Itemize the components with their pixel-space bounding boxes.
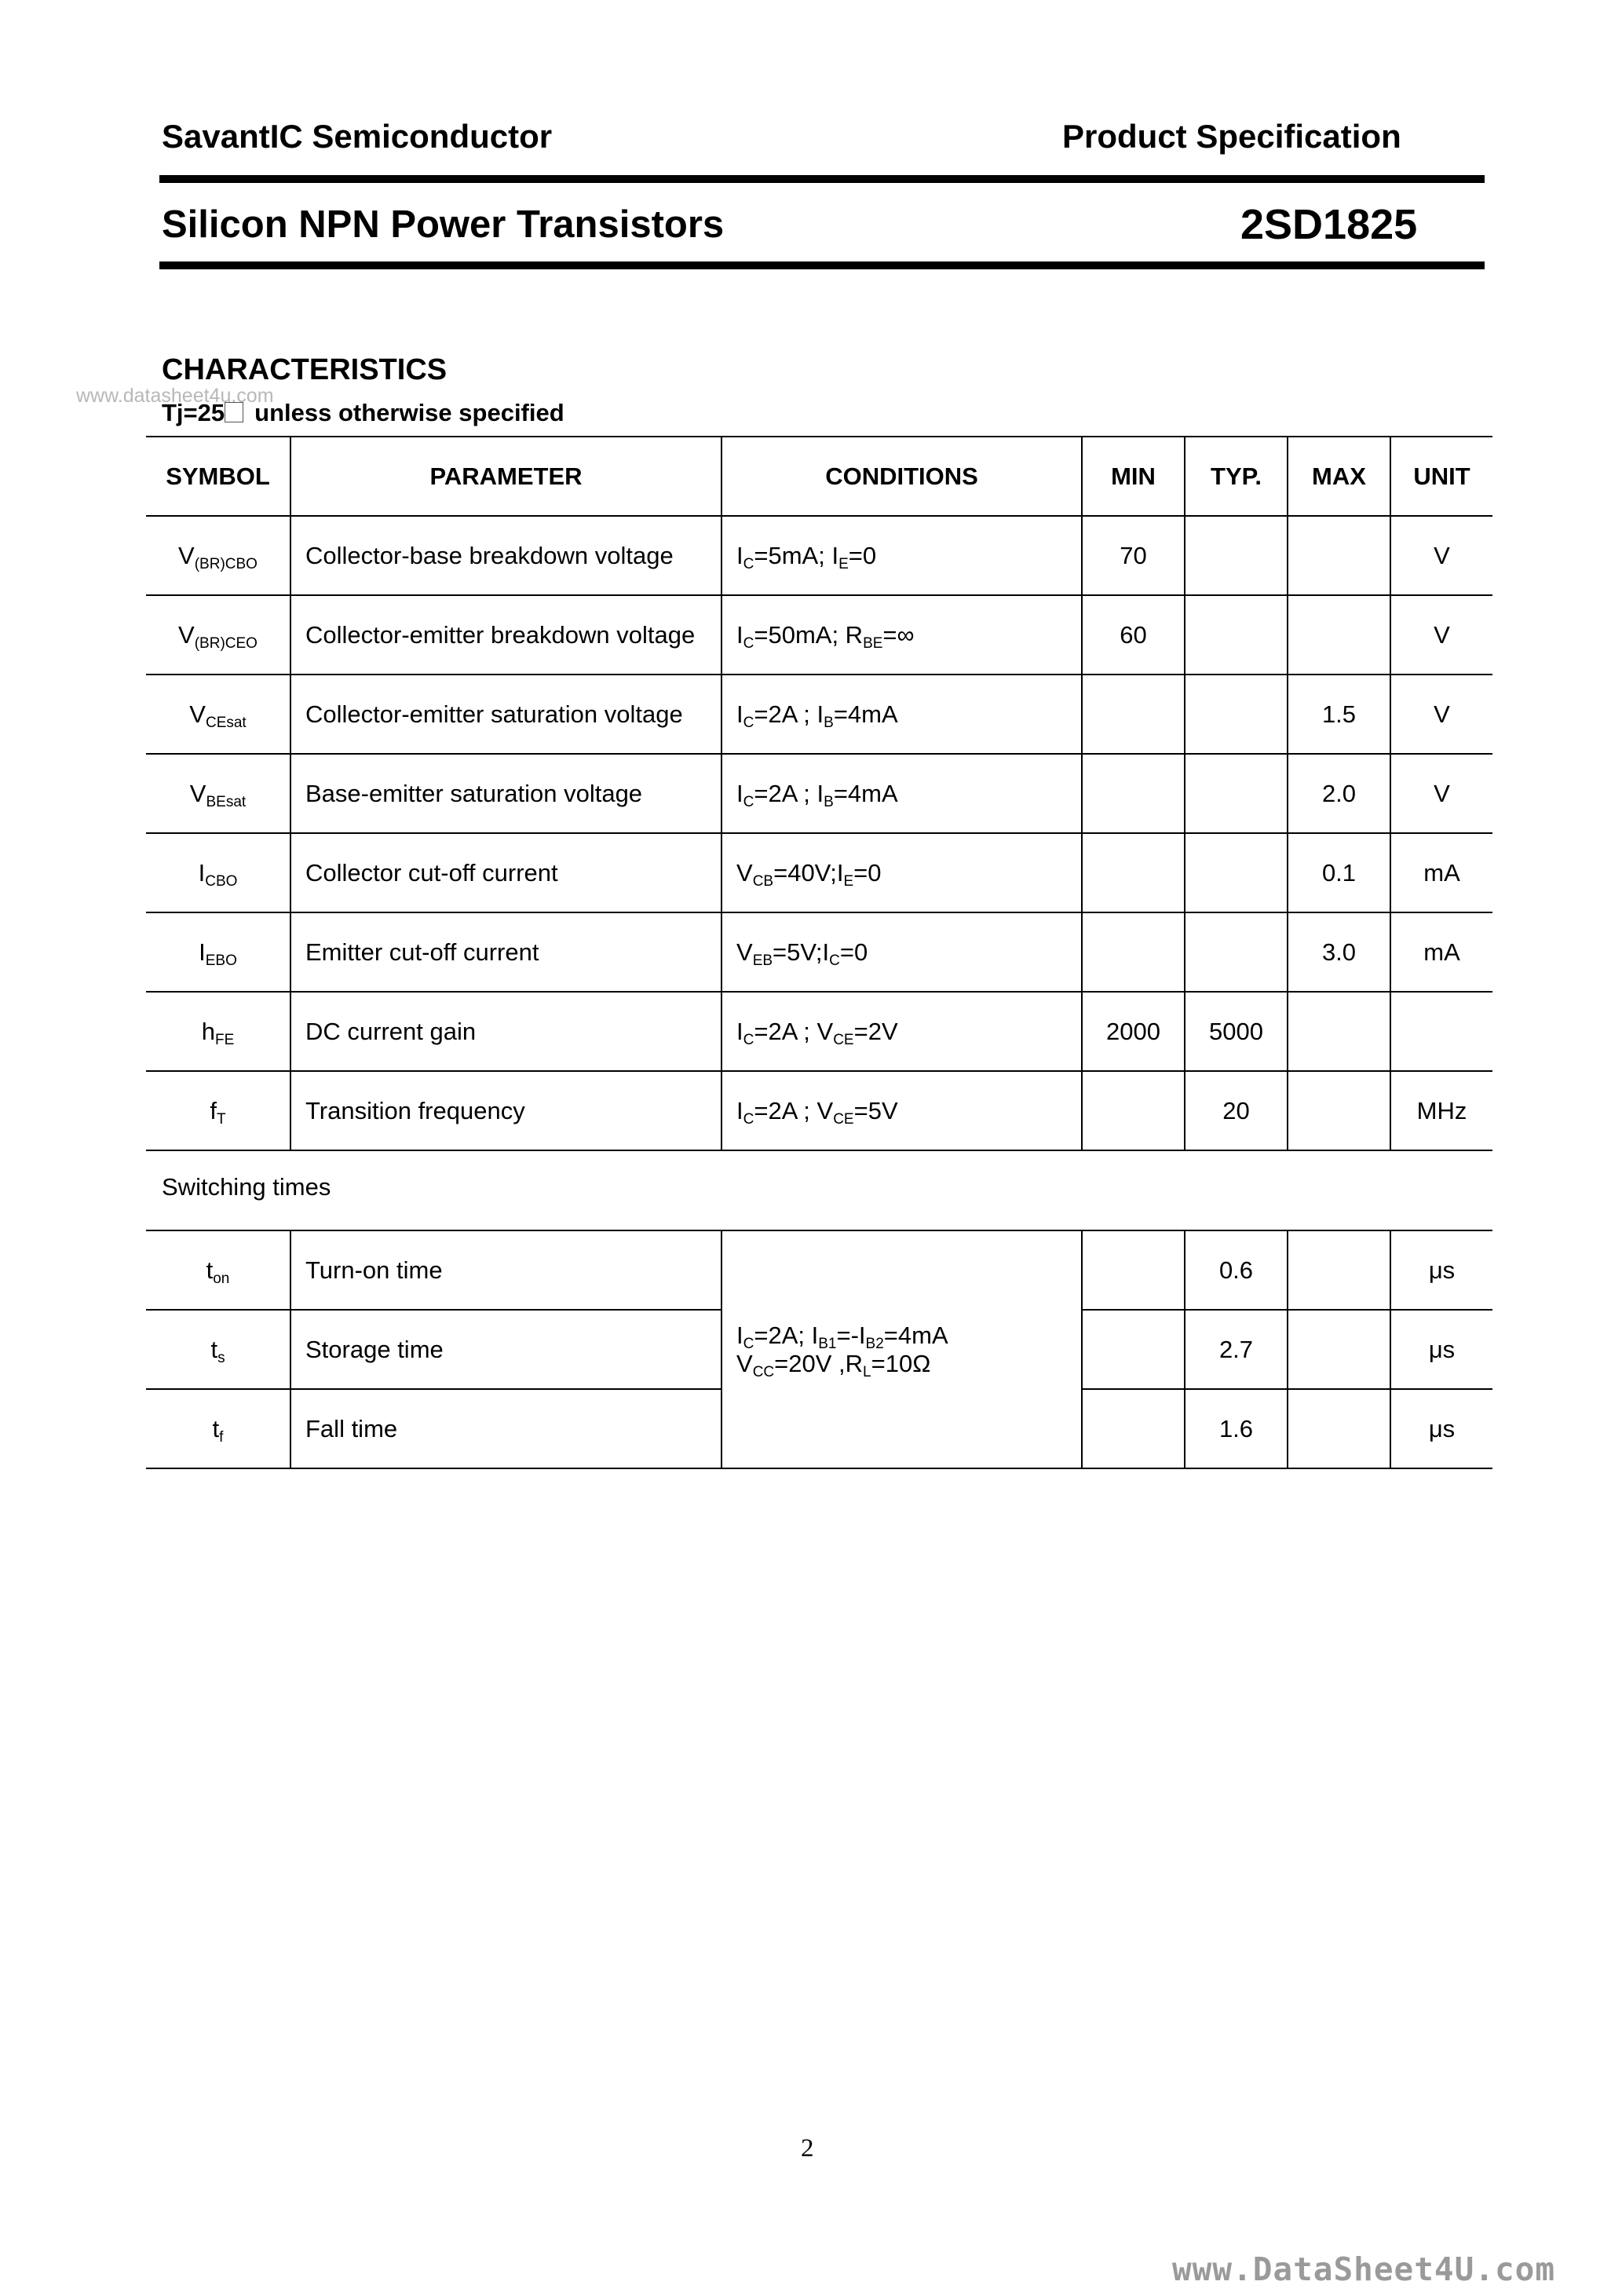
condition-value: =2A; (754, 1321, 812, 1349)
condition-value: =0 (839, 938, 868, 966)
condition-subscript: C (743, 1335, 754, 1352)
watermark-top: www.datasheet4u.com (76, 385, 274, 407)
condition-letter: I (736, 1017, 743, 1045)
conditions-cell (721, 595, 1082, 675)
table-row (146, 595, 1492, 675)
max-cell (1288, 1071, 1390, 1150)
condition-value: =2A ; (754, 1017, 817, 1045)
symbol-letter: h (201, 1017, 215, 1045)
parameter-cell: Turn-on time (290, 1230, 721, 1310)
symbol-subscript: f (219, 1428, 224, 1446)
condition-value: =2A ; (754, 779, 817, 807)
max-cell: 1.5 (1288, 675, 1390, 754)
symbol-cell (146, 516, 290, 595)
condition-subscript: C (743, 634, 754, 652)
condition-letter: V (816, 1096, 834, 1124)
min-cell (1082, 1230, 1185, 1310)
symbol-subscript: CBO (205, 872, 238, 890)
condition-value: =0 (848, 541, 877, 569)
condition-subscript: BE (863, 634, 883, 652)
condition-prefix: Tj=25 (162, 399, 225, 426)
max-cell (1288, 1230, 1390, 1310)
parameter-cell: Storage time (290, 1310, 721, 1389)
missing-glyph-icon (225, 402, 243, 422)
symbol-subscript: T (217, 1110, 226, 1128)
symbol-cell (146, 675, 290, 754)
condition-subscript: B1 (818, 1335, 837, 1352)
condition-value: =5V (853, 1096, 898, 1124)
condition-letter: I (736, 1321, 743, 1349)
symbol-subscript: CEsat (205, 714, 247, 731)
symbol-cell (146, 595, 290, 675)
symbol-letter: V (178, 620, 195, 649)
conditions-line-1 (736, 1322, 1081, 1350)
table-row (146, 675, 1492, 754)
condition-subscript: C (743, 1031, 754, 1048)
max-cell (1288, 992, 1390, 1071)
condition-value: =∞ (882, 620, 915, 649)
unit-cell: μs (1390, 1389, 1492, 1468)
condition-subscript: CE (833, 1110, 854, 1128)
table-row (146, 754, 1492, 833)
table-row (146, 1071, 1492, 1150)
condition-subscript: C (743, 1110, 754, 1128)
characteristics-table (146, 436, 1492, 1151)
typ-cell (1185, 754, 1288, 833)
symbol-letter: V (189, 700, 206, 728)
parameter-cell: Collector cut-off current (290, 833, 721, 912)
symbol-subscript: BEsat (206, 793, 247, 810)
section-title: CHARACTERISTICS (162, 353, 448, 386)
parameter-cell: Transition frequency (290, 1071, 721, 1150)
symbol-letter: I (198, 858, 206, 887)
column-header: TYP. (1185, 437, 1288, 516)
symbol-cell (146, 833, 290, 912)
typ-cell: 5000 (1185, 992, 1288, 1071)
condition-letter: V (736, 938, 753, 966)
max-cell: 3.0 (1288, 912, 1390, 992)
condition-value: =2A ; (754, 700, 817, 728)
symbol-letter: t (210, 1335, 218, 1363)
typ-cell (1185, 595, 1288, 675)
typ-cell: 1.6 (1185, 1389, 1288, 1468)
parameter-cell: Collector-emitter breakdown voltage (290, 595, 721, 675)
condition-letter: V (736, 858, 753, 887)
min-cell (1082, 675, 1185, 754)
symbol-letter: t (212, 1414, 220, 1442)
symbol-cell (146, 912, 290, 992)
typ-cell (1185, 833, 1288, 912)
conditions-cell (721, 912, 1082, 992)
min-cell (1082, 912, 1185, 992)
condition-letter: I (736, 700, 743, 728)
symbol-letter: f (210, 1096, 217, 1124)
symbol-cell (146, 1310, 290, 1389)
condition-subscript: B2 (865, 1335, 884, 1352)
symbol-cell (146, 992, 290, 1071)
page-number: 2 (801, 2134, 814, 2163)
typ-cell (1185, 912, 1288, 992)
condition-subscript: E (838, 555, 849, 572)
max-cell: 2.0 (1288, 754, 1390, 833)
typ-cell: 20 (1185, 1071, 1288, 1150)
unit-cell: V (1390, 675, 1492, 754)
condition-subscript: E (843, 872, 854, 890)
condition-letter: V (816, 1017, 834, 1045)
unit-cell: V (1390, 595, 1492, 675)
parameter-cell: Collector-emitter saturation voltage (290, 675, 721, 754)
min-cell: 70 (1082, 516, 1185, 595)
part-number: 2SD1825 (1240, 201, 1418, 248)
condition-subscript: EB (752, 952, 773, 969)
column-header: MIN (1082, 437, 1185, 516)
condition-letter: I (858, 1321, 866, 1349)
symbol-subscript: s (217, 1349, 225, 1366)
condition-subscript: CB (752, 872, 774, 890)
max-cell (1288, 1389, 1390, 1468)
table-row (146, 912, 1492, 992)
max-cell: 0.1 (1288, 833, 1390, 912)
symbol-cell (146, 754, 290, 833)
watermark-bottom: www.DataSheet4U.com (1172, 2250, 1555, 2288)
condition-value: =- (836, 1321, 859, 1349)
condition-subscript: L (863, 1363, 871, 1380)
condition-value: =40V; (773, 858, 837, 887)
document-title: Silicon NPN Power Transistors (162, 203, 725, 246)
column-header: SYMBOL (146, 437, 290, 516)
column-header: CONDITIONS (721, 437, 1082, 516)
condition-letter: I (736, 779, 743, 807)
condition-letter: I (831, 541, 839, 569)
condition-letter: I (811, 1321, 819, 1349)
switching-times-table (146, 1230, 1492, 1469)
conditions-cell (721, 833, 1082, 912)
condition-letter: I (736, 620, 743, 649)
symbol-subscript: FE (214, 1031, 235, 1048)
typ-cell (1185, 675, 1288, 754)
column-header: MAX (1288, 437, 1390, 516)
conditions-line-2 (736, 1350, 1081, 1378)
table-row (146, 516, 1492, 595)
switching-times-label: Switching times (162, 1173, 331, 1201)
condition-letter: I (816, 779, 824, 807)
condition-letter: R (845, 620, 864, 649)
unit-cell: mA (1390, 912, 1492, 992)
unit-cell: μs (1390, 1230, 1492, 1310)
unit-cell (1390, 992, 1492, 1071)
symbol-subscript: EBO (205, 952, 237, 969)
typ-cell (1185, 516, 1288, 595)
condition-subscript: B (824, 793, 834, 810)
condition-letter: I (836, 858, 844, 887)
unit-cell: V (1390, 754, 1492, 833)
symbol-cell (146, 1230, 290, 1310)
header-rule-top (159, 175, 1485, 183)
min-cell: 60 (1082, 595, 1185, 675)
symbol-letter: V (178, 541, 195, 569)
max-cell (1288, 595, 1390, 675)
min-cell (1082, 1310, 1185, 1389)
parameter-cell: Fall time (290, 1389, 721, 1468)
condition-value: =10Ω (871, 1349, 931, 1377)
min-cell (1082, 754, 1185, 833)
condition-subscript: C (743, 793, 754, 810)
header-rule-bottom (159, 261, 1485, 269)
symbol-cell (146, 1071, 290, 1150)
conditions-cell (721, 675, 1082, 754)
symbol-letter: t (206, 1256, 214, 1284)
condition-letter: I (816, 700, 824, 728)
symbol-subscript: on (213, 1270, 230, 1287)
max-cell (1288, 516, 1390, 595)
conditions-cell (721, 516, 1082, 595)
parameter-cell: Collector-base breakdown voltage (290, 516, 721, 595)
condition-letter: I (822, 938, 830, 966)
unit-cell: V (1390, 516, 1492, 595)
min-cell (1082, 1071, 1185, 1150)
section-condition (162, 399, 564, 427)
condition-value: =2V (853, 1017, 898, 1045)
condition-value: =4mA (883, 1321, 948, 1349)
condition-value: =2A ; (754, 1096, 817, 1124)
condition-value: =5mA; (754, 541, 832, 569)
parameter-cell: Base-emitter saturation voltage (290, 754, 721, 833)
min-cell (1082, 833, 1185, 912)
condition-value: =50mA; (754, 620, 846, 649)
min-cell: 2000 (1082, 992, 1185, 1071)
condition-value: =20V , (774, 1349, 846, 1377)
table-row (146, 992, 1492, 1071)
condition-suffix: unless otherwise specified (254, 399, 564, 426)
table-row (146, 1230, 1492, 1310)
symbol-letter: I (199, 938, 206, 966)
document-type: Product Specification (1062, 118, 1401, 155)
unit-cell: MHz (1390, 1071, 1492, 1150)
condition-subscript: C (743, 714, 754, 731)
parameter-cell: Emitter cut-off current (290, 912, 721, 992)
table-row (146, 833, 1492, 912)
shared-conditions-cell (721, 1230, 1082, 1468)
conditions-cell (721, 992, 1082, 1071)
unit-cell: μs (1390, 1310, 1492, 1389)
typ-cell: 0.6 (1185, 1230, 1288, 1310)
condition-subscript: C (743, 555, 754, 572)
condition-value: =4mA (833, 700, 898, 728)
table-header-row (146, 437, 1492, 516)
condition-subscript: CE (833, 1031, 854, 1048)
conditions-cell (721, 1071, 1082, 1150)
company-name: SavantIC Semiconductor (162, 118, 553, 155)
condition-letter: V (736, 1349, 753, 1377)
min-cell (1082, 1389, 1185, 1468)
unit-cell: mA (1390, 833, 1492, 912)
max-cell (1288, 1310, 1390, 1389)
condition-letter: I (736, 1096, 743, 1124)
conditions-cell (721, 754, 1082, 833)
column-header: PARAMETER (290, 437, 721, 516)
parameter-cell: DC current gain (290, 992, 721, 1071)
condition-value: =0 (853, 858, 882, 887)
condition-subscript: C (829, 952, 840, 969)
symbol-cell (146, 1389, 290, 1468)
condition-subscript: B (824, 714, 834, 731)
symbol-subscript: (BR)CEO (194, 634, 258, 652)
symbol-subscript: (BR)CBO (194, 555, 258, 572)
condition-letter: R (845, 1349, 864, 1377)
column-header: UNIT (1390, 437, 1492, 516)
condition-letter: I (736, 541, 743, 569)
condition-value: =5V; (773, 938, 823, 966)
condition-subscript: CC (752, 1363, 775, 1380)
typ-cell: 2.7 (1185, 1310, 1288, 1389)
condition-value: =4mA (833, 779, 898, 807)
symbol-letter: V (189, 779, 206, 807)
